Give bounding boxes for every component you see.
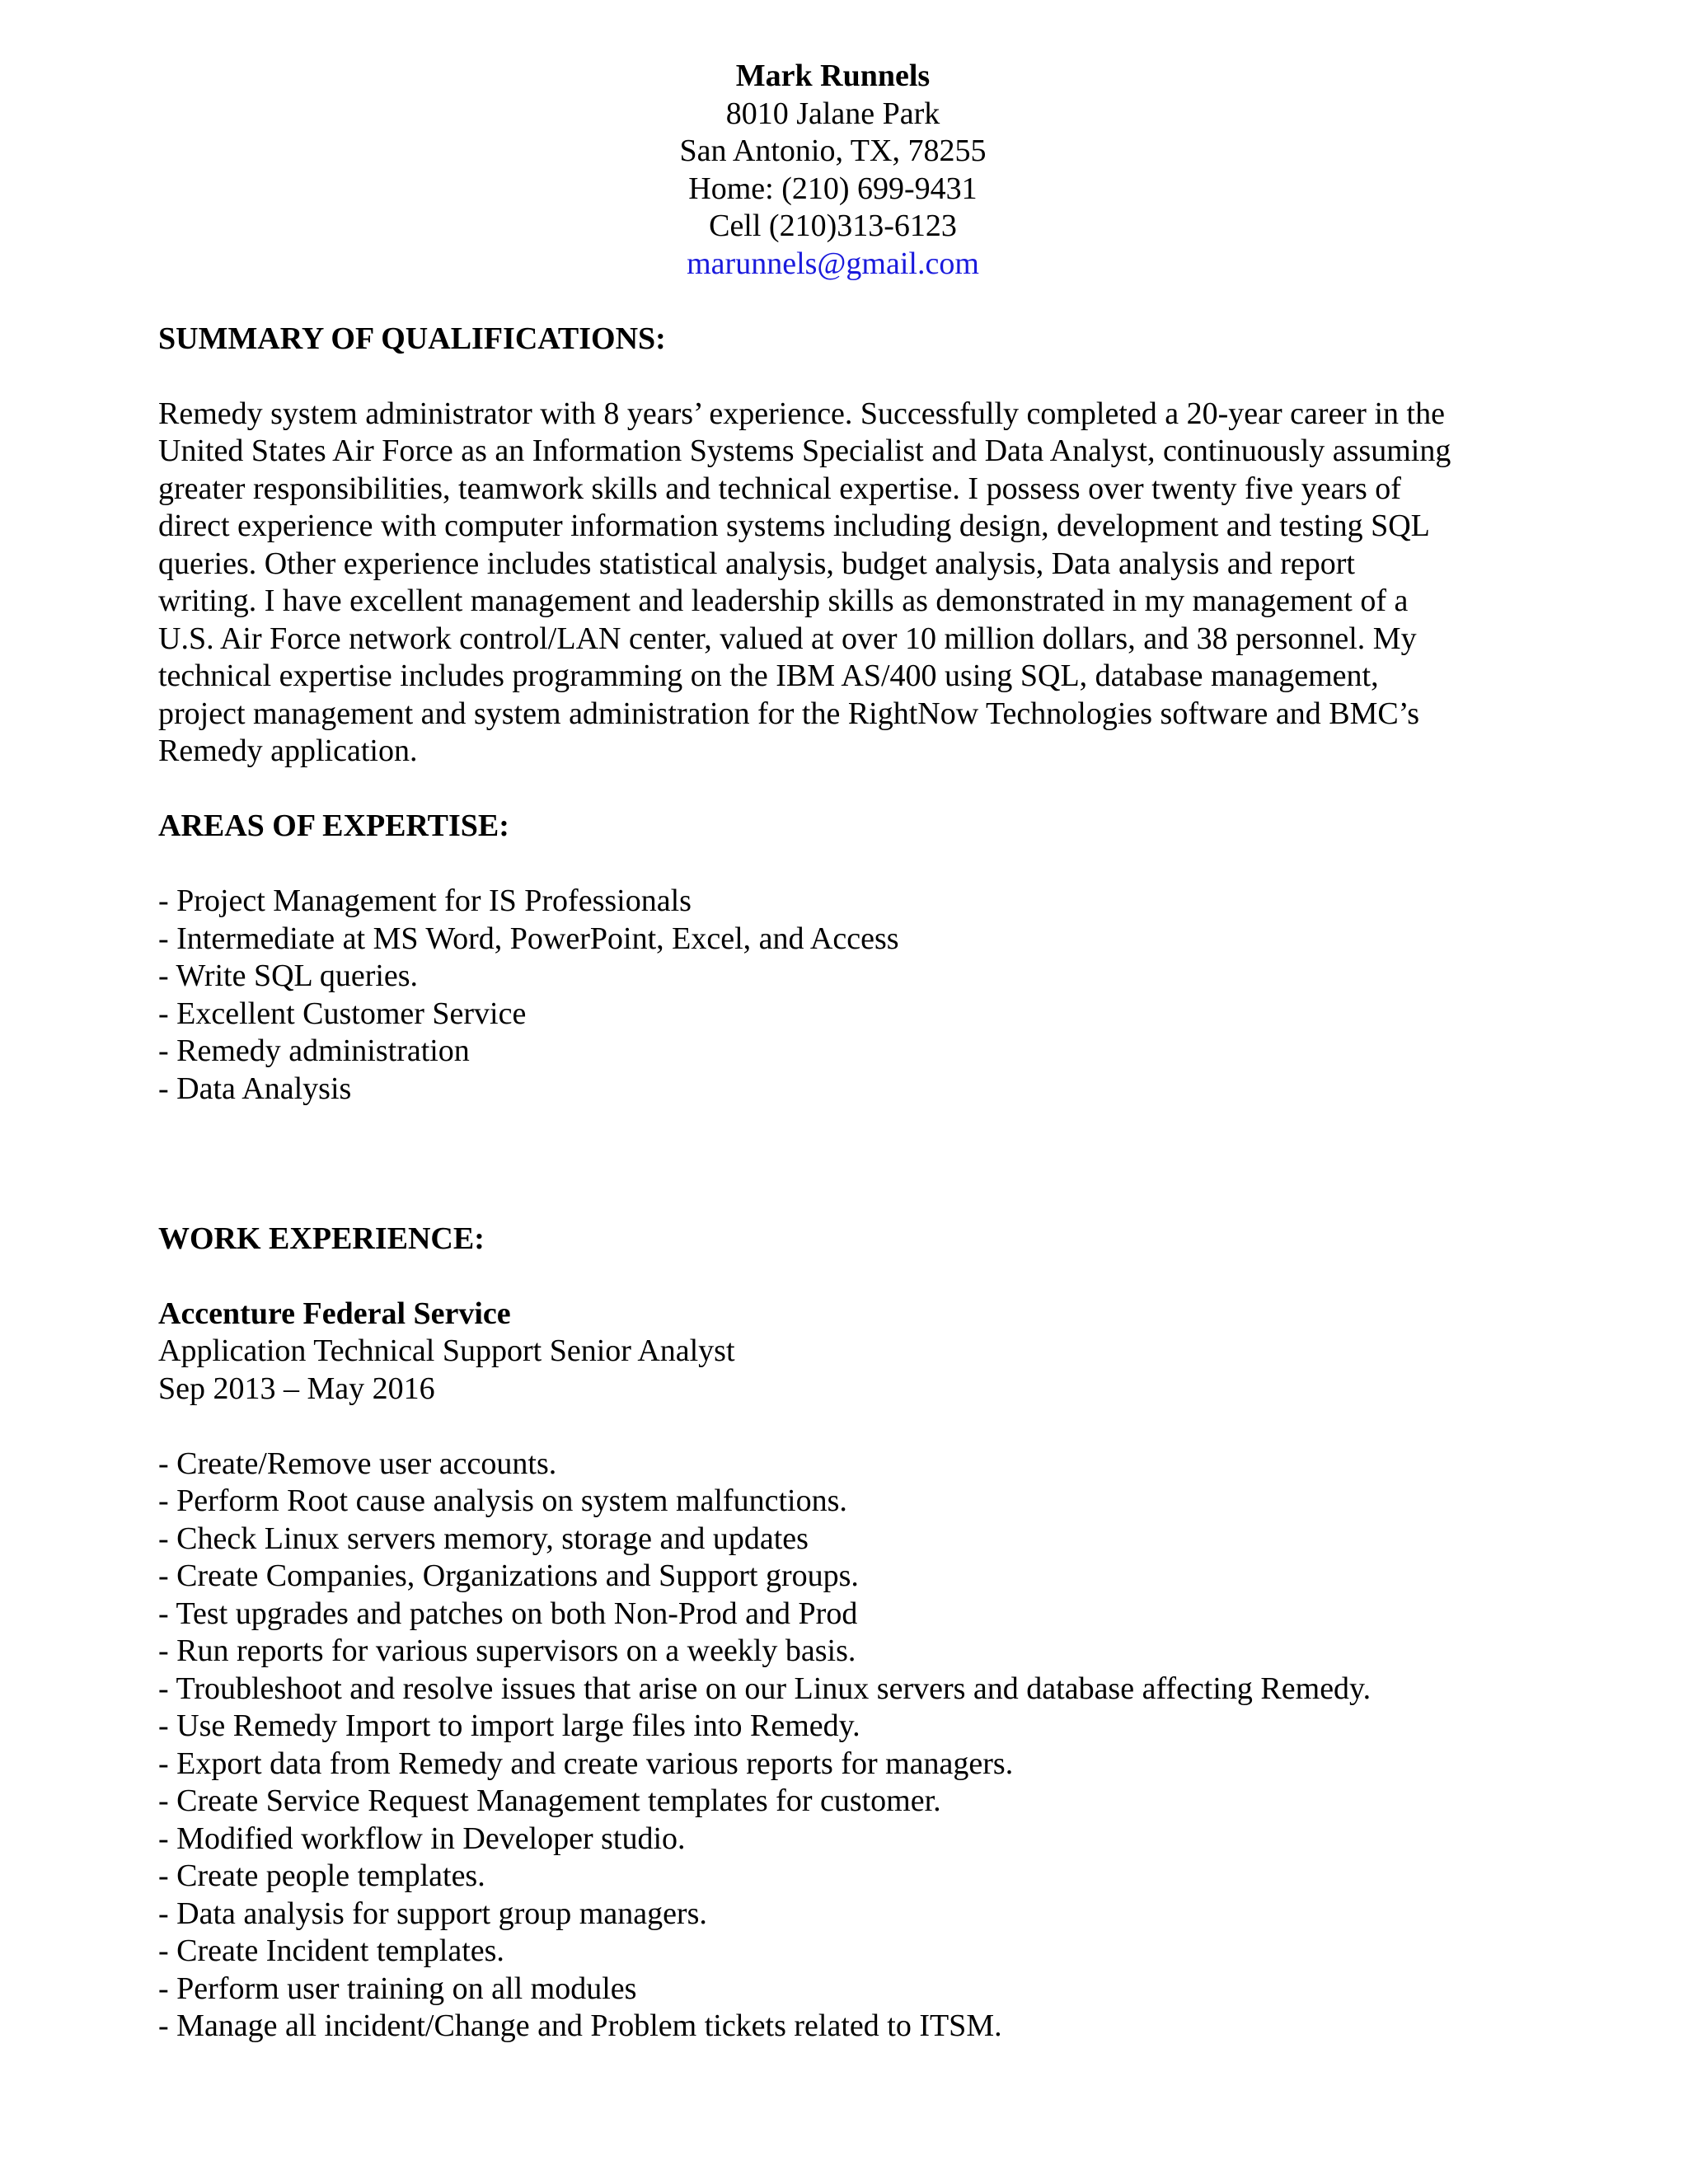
duty-item: - Create Service Request Management templates for customer.	[158, 1783, 941, 1818]
summary-line: Remedy application.	[158, 733, 418, 768]
summary-line: Remedy system administrator with 8 years’ experience. Successfully completed a 20-year career in the	[158, 396, 1445, 431]
spacer	[158, 771, 1576, 808]
expertise-item: - Project Management for IS Professionals	[158, 883, 692, 918]
duty-item: - Troubleshoot and resolve issues that arise on our Linux servers and database affecting Remedy.	[158, 1671, 1372, 1706]
summary-section	[158, 321, 1576, 771]
duty-item: - Modified workflow in Developer studio.	[158, 1821, 686, 1856]
summary-line: writing. I have excellent management and leadership skills as demonstrated in my management of a	[158, 583, 1409, 618]
spacer	[158, 846, 1576, 883]
summary-line: United States Air Force as an Information Systems Specialist and Data Analyst, continuously assuming	[158, 434, 1451, 468]
duty-item: - Create Incident templates.	[158, 1933, 504, 1968]
job-dates: Sep 2013 – May 2016	[158, 1371, 435, 1406]
candidate-name: Mark Runnels	[735, 59, 931, 93]
summary-line: project management and system administration for the RightNow Technologies software and BMC’s	[158, 696, 1420, 731]
spacer	[158, 1408, 1576, 1446]
spacer	[158, 283, 1576, 321]
work-section	[158, 1221, 1576, 2046]
resume-page	[158, 58, 1576, 2046]
cell-phone: Cell (210)313-6123	[709, 209, 957, 243]
duty-item: - Manage all incident/Change and Problem tickets related to ITSM.	[158, 2008, 1002, 2043]
summary-line: direct experience with computer information systems including design, development and testing SQL	[158, 509, 1430, 543]
summary-line: U.S. Air Force network control/LAN center, valued at over 10 million dollars, and 38 personnel. My	[158, 621, 1417, 656]
expertise-item: - Data Analysis	[158, 1071, 352, 1106]
duties-list	[158, 1446, 1576, 2046]
duty-item: - Export data from Remedy and create various reports for managers.	[158, 1746, 1014, 1781]
summary-line: technical expertise includes programming on the IBM AS/400 using SQL, database management,	[158, 658, 1379, 693]
duty-item: - Perform Root cause analysis on system malfunctions.	[158, 1483, 847, 1518]
duty-item: - Run reports for various supervisors on a weekly basis.	[158, 1633, 856, 1668]
job-title: Application Technical Support Senior Analyst	[158, 1333, 735, 1368]
summary-line: greater responsibilities, teamwork skills and technical expertise. I possess over twenty five years of	[158, 471, 1401, 506]
address-line-1: 8010 Jalane Park	[725, 96, 940, 131]
duty-item: - Check Linux servers memory, storage and updates	[158, 1521, 809, 1556]
duty-item: - Use Remedy Import to import large files into Remedy.	[158, 1708, 860, 1743]
duty-item: - Perform user training on all modules	[158, 1971, 637, 2006]
duty-item: - Create people templates.	[158, 1858, 485, 1893]
spacer	[158, 1258, 1576, 1296]
spacer	[158, 358, 1576, 396]
contact-header	[158, 58, 1507, 283]
expertise-heading: AREAS OF EXPERTISE:	[158, 808, 509, 843]
expertise-item: - Remedy administration	[158, 1033, 470, 1068]
email-link[interactable]: marunnels@gmail.com	[687, 246, 979, 281]
expertise-list	[158, 883, 1576, 1108]
summary-line: queries. Other experience includes statistical analysis, budget analysis, Data analysis and report	[158, 546, 1355, 581]
expertise-item: - Write SQL queries.	[158, 958, 419, 993]
address-line-2: San Antonio, TX, 78255	[679, 134, 987, 168]
expertise-item: - Intermediate at MS Word, PowerPoint, Excel, and Access	[158, 921, 899, 956]
company-name: Accenture Federal Service	[158, 1296, 511, 1331]
duty-item: - Data analysis for support group managers.	[158, 1896, 707, 1931]
expertise-section	[158, 808, 1576, 1108]
job-entry	[158, 1296, 1576, 2046]
summary-paragraph	[158, 396, 1576, 771]
duty-item: - Create Companies, Organizations and Support groups.	[158, 1558, 859, 1593]
expertise-item: - Excellent Customer Service	[158, 996, 527, 1031]
home-phone: Home: (210) 699-9431	[688, 171, 978, 206]
summary-heading: SUMMARY OF QUALIFICATIONS:	[158, 321, 666, 356]
spacer	[158, 1108, 1576, 1221]
duty-item: - Test upgrades and patches on both Non-Prod and Prod	[158, 1596, 858, 1631]
work-heading: WORK EXPERIENCE:	[158, 1221, 485, 1256]
duty-item: - Create/Remove user accounts.	[158, 1446, 557, 1481]
